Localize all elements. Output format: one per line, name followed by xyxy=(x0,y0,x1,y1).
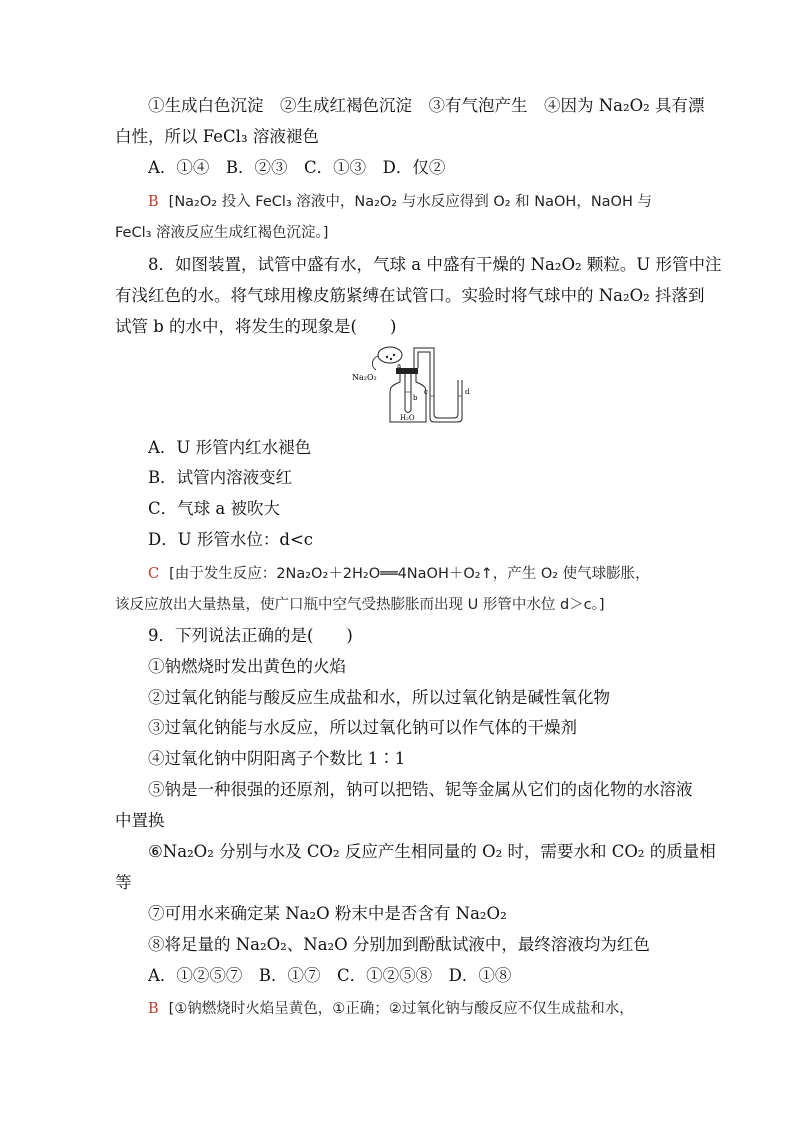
q9-item6-line2: 等 xyxy=(115,873,132,892)
q9-choices: A．①②⑤⑦ B．①⑦ C．①②⑤⑧ D．①⑧ xyxy=(148,966,512,985)
label-b: b xyxy=(413,394,418,402)
prev-answer-line1 xyxy=(148,190,652,214)
label-a: a xyxy=(397,362,402,370)
label-d: d xyxy=(465,388,470,396)
q9-item1: ①钠燃烧时发出黄色的火焰 xyxy=(148,657,346,676)
answer-letter: B xyxy=(148,194,159,210)
q9-answer-line1 xyxy=(148,997,634,1021)
q9-item6-line1: ⑥Na₂O₂ 分别与水及 CO₂ 反应产生相同量的 O₂ 时，需要水和 CO₂ 的质量相 xyxy=(148,842,716,861)
u-tube xyxy=(430,380,462,422)
q8-answer-line1 xyxy=(148,562,650,586)
prev-answer-line2: FeCl₃ 溶液反应生成红褐色沉淀。] xyxy=(115,225,329,241)
balloon-neck xyxy=(372,356,378,370)
q9-item7: ⑦可用水来确定某 Na₂O 粉末中是否含有 Na₂O₂ xyxy=(148,904,507,923)
q8-option-d: D．U 形管水位：d<c xyxy=(148,530,314,549)
q9-item5-line1: ⑤钠是一种很强的还原剂，钠可以把锆、铌等金属从它们的卤化物的水溶液 xyxy=(148,780,693,799)
q9-stem: 9．下列说法正确的是( ) xyxy=(148,626,353,645)
apparatus-figure xyxy=(350,340,490,425)
answer-letter: B xyxy=(148,1001,159,1017)
prev-options-line2: 白性，所以 FeCl₃ 溶液褪色 xyxy=(115,127,319,146)
q8-stem-line1: 8．如图装置，试管中盛有水，气球 a 中盛有干燥的 Na₂O₂ 颗粒。U 形管中注 xyxy=(148,255,722,274)
q8-stem-line3: 试管 b 的水中，将发生的现象是( ) xyxy=(115,317,397,336)
q8-answer-line2: 该反应放出大量热量，使广口瓶中空气受热膨胀而出现 U 形管中水位 d＞c。] xyxy=(115,597,605,613)
q9-item8: ⑧将足量的 Na₂O₂、Na₂O 分别加到酚酞试液中，最终溶液均为红色 xyxy=(148,935,650,954)
answer-explanation: [由于发生反应：2Na₂O₂＋2H₂O══4NaOH＋O₂↑，产生 O₂ 使气球膨胀， xyxy=(169,566,650,582)
q9-item3: ③过氧化钠能与水反应，所以过氧化钠可以作气体的干燥剂 xyxy=(148,718,577,737)
answer-explanation: [Na₂O₂ 投入 FeCl₃ 溶液中，Na₂O₂ 与水反应得到 O₂ 和 NaOH，NaOH 与 xyxy=(168,194,652,210)
prev-options-line1: ①生成白色沉淀 ②生成红褐色沉淀 ③有气泡产生 ④因为 Na₂O₂ 具有漂 xyxy=(148,96,705,115)
label-na2o2: Na₂O₂ xyxy=(352,373,377,382)
prev-choices: A．①④ B．②③ C．①③ D．仅② xyxy=(148,158,446,177)
label-h2o: H₂O xyxy=(400,414,415,422)
q8-stem-line2: 有浅红色的水。将气球用橡皮筋紧缚在试管口。实验时将气球中的 Na₂O₂ 抖落到 xyxy=(115,286,705,305)
test-tube-b xyxy=(405,370,411,413)
answer-explanation: [①钠燃烧时火焰呈黄色，①正确；②过氧化钠与酸反应不仅生成盐和水， xyxy=(168,1001,634,1017)
q8-option-b: B．试管内溶液变红 xyxy=(148,468,293,487)
q9-item2: ②过氧化钠能与酸反应生成盐和水，所以过氧化钠是碱性氧化物 xyxy=(148,688,610,707)
q8-option-c: C．气球 a 被吹大 xyxy=(148,499,280,518)
q9-item5-line2: 中置换 xyxy=(115,811,165,830)
label-c: c xyxy=(424,388,428,396)
q8-option-a: A．U 形管内红水褪色 xyxy=(148,438,312,457)
answer-letter: C xyxy=(148,566,160,582)
q9-item4: ④过氧化钠中阴阳离子个数比 1∶1 xyxy=(148,749,406,768)
balloon-a xyxy=(378,347,402,363)
